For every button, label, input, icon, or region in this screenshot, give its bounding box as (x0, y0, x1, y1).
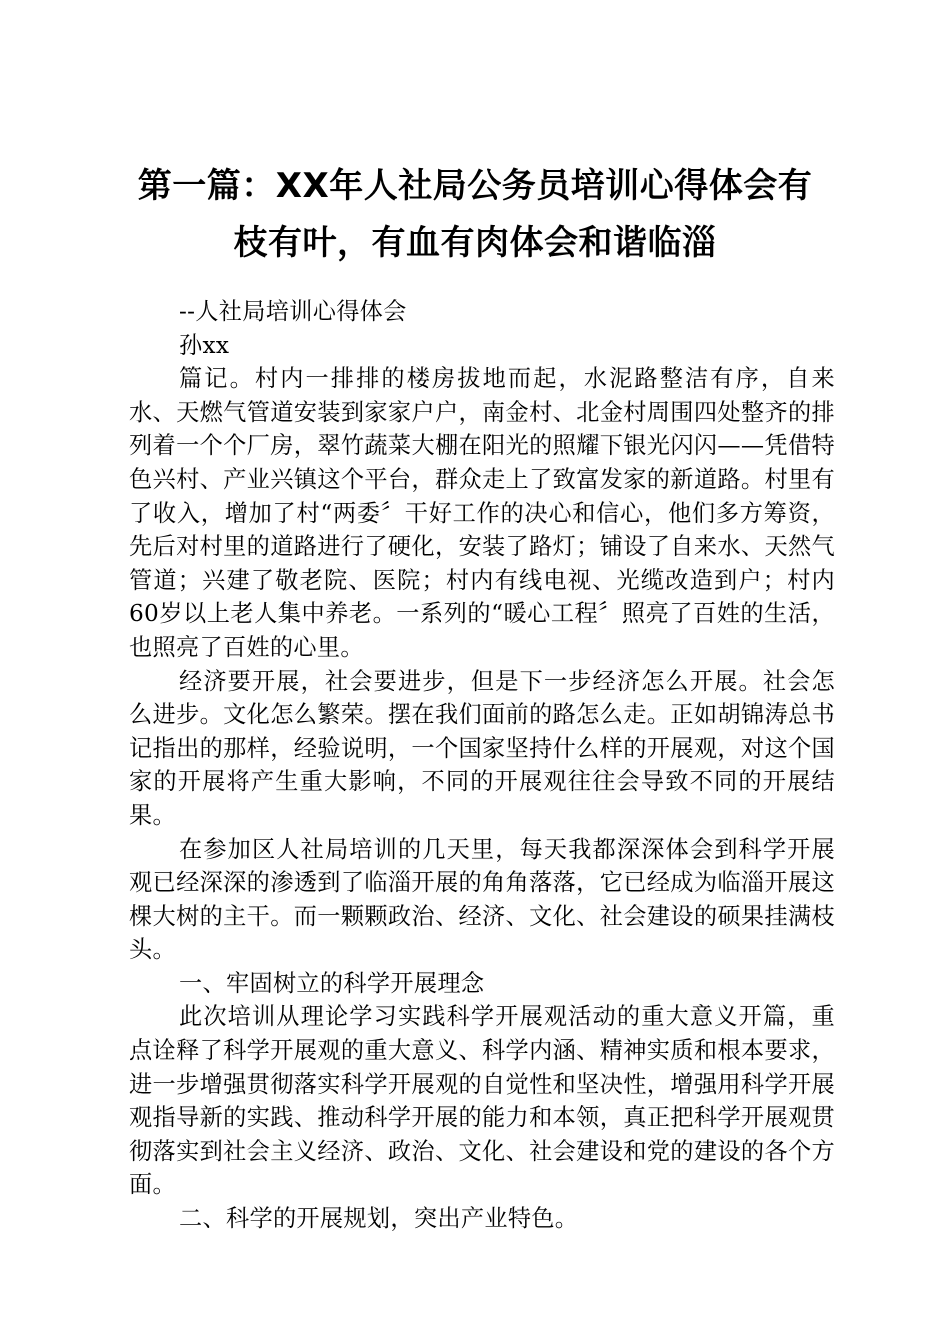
document-body (129, 295, 835, 1236)
paragraph: 篇记。村内一排排的楼房拔地而起，水泥路整洁有序，自来水、天燃气管道安装到家家户户，南金村、北金村周围四处整齐的排列着一个个厂房，翠竹蔬菜大棚在阳光的照耀下银光闪闪——凭借特色兴村、产业兴镇这个平台，群众走上了致富发家的新道路。村里有了收入，增加了村“两委〞干好工作的决心和信心，他们多方筹资，先后对村里的道路进行了硬化，安装了路灯；铺设了自来水、天然气管道；兴建了敬老院、医院；村内有线电视、光缆改造到户；村内60岁以上老人集中养老。一系列的“暖心工程〞照亮了百姓的生活，也照亮了百姓的心里。 (129, 365, 835, 661)
section-heading: 二、科学的开展规划，突出产业特色。 (179, 1205, 579, 1233)
subtitle: --人社局培训心得体会 (179, 298, 407, 325)
title-line-1: 第一篇：XX年人社局公务员培训心得体会有 (137, 166, 813, 206)
author: 孙xx (179, 331, 230, 359)
document-title (130, 158, 820, 272)
title-line-2: 枝有叶，有血有肉体会和谐临淄 (233, 223, 717, 263)
paragraph: 经济要开展，社会要进步，但是下一步经济怎么开展。社会怎么进步。文化怎么繁荣。摆在我们面前的路怎么走。正如胡锦涛总书记指出的那样，经验说明，一个国家坚持什么样的开展观，对这个国家的开展将产生重大影响，不同的开展观往往会导致不同的开展结果。 (129, 667, 835, 829)
section-heading: 一、牢固树立的科学开展理念 (179, 969, 485, 997)
paragraph: 在参加区人社局培训的几天里，每天我都深深体会到科学开展观已经深深的渗透到了临淄开展的角角落落，它已经成为临淄开展这棵大树的主干。而一颗颗政治、经济、文化、社会建设的硕果挂满枝头。 (129, 835, 835, 964)
paragraph: 此次培训从理论学习实践科学开展观活动的重大意义开篇，重点诠释了科学开展观的重大意义、科学内涵、精神实质和根本要求，进一步增强贯彻落实科学开展观的自觉性和坚决性，增强用科学开展观指导新的实践、推动科学开展的能力和本领，真正把科学开展观贯彻落实到社会主义经济、政治、文化、社会建设和党的建设的各个方面。 (129, 1003, 835, 1199)
